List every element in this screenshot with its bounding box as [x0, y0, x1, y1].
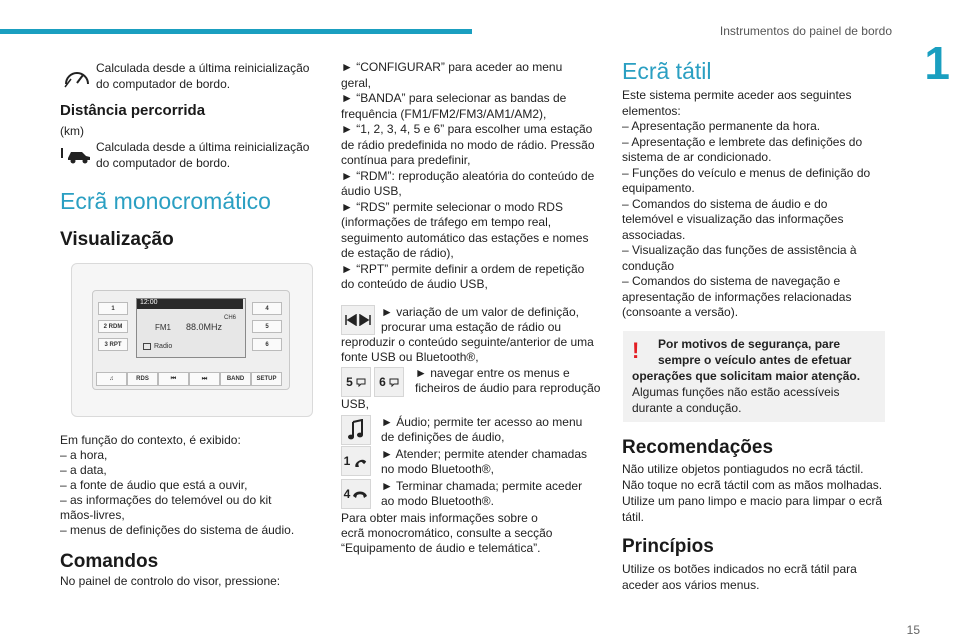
key-4-label: 4: [343, 487, 351, 501]
context-item-4: – as informações do telemóvel ou do kit: [60, 493, 272, 507]
touch-line: – Apresentação permanente da hora.: [622, 119, 821, 133]
seek-text-4: fonte USB ou Bluetooth®,: [341, 350, 479, 364]
seek-forward-button[interactable]: ⏭: [189, 372, 220, 386]
rec-line-2: Não toque no ecrã táctil com as mãos molhadas.: [622, 478, 883, 492]
key-5-icon: [341, 367, 371, 397]
warning-text-2: durante a condução.: [632, 401, 742, 415]
nav-text-2: ficheiros de áudio para reprodução: [415, 381, 601, 395]
touch-line: – Comandos do sistema de navegação e: [622, 274, 841, 288]
answer-text-2: no modo Bluetooth®,: [381, 462, 494, 476]
audio-button[interactable]: ♫: [96, 372, 127, 386]
key-6-label: 6: [379, 375, 386, 389]
cmd-line: de rádio predefinida no modo de rádio. Pressão: [341, 137, 595, 152]
recommendations-heading: Recomendações: [622, 437, 774, 458]
distance-icon-text: Calculada desde a última reinicialização do computador de bordo.: [96, 140, 310, 170]
touch-line: sistema de ar condicionado.: [622, 150, 772, 164]
header-accent-bar: [0, 29, 472, 34]
seek-text-3: reproduzir o conteúdo seguinte/anterior de uma: [341, 335, 594, 349]
context-item-1: – a hora,: [60, 448, 108, 462]
warning-icon: !: [632, 338, 640, 363]
trip-gauge-icon: [62, 62, 92, 92]
seek-back-button[interactable]: ⏮: [158, 372, 189, 386]
rds-button[interactable]: RDS: [127, 372, 158, 386]
cmd-line: seguimento automático das estações e nomes: [341, 230, 589, 245]
more-info-1: Para obter mais informações sobre o: [341, 511, 538, 525]
touch-line: Este sistema permite aceder aos seguintes: [622, 88, 852, 102]
touch-line: – Apresentação e lembrete das definições do: [622, 134, 863, 149]
distance-unit: (km): [60, 124, 84, 138]
preset-5-button[interactable]: 5: [252, 320, 282, 333]
cmd-line: contínua para predefinir,: [341, 153, 471, 167]
audio-text-1: ► Áudio; permite ter acesso ao menu: [381, 415, 583, 429]
key-1-label: 1: [343, 454, 351, 468]
nav-text-1: ► navegar entre os menus e: [415, 366, 570, 380]
answer-text-1: ► Atender; permite atender chamadas: [381, 447, 587, 461]
context-item-5: – menus de definições do sistema de áudio.: [60, 523, 295, 537]
context-item-3: – a fonte de áudio que está a ouvir,: [60, 478, 248, 492]
trip-icon-text: Calculada desde a última reinicialização do computador de bordo.: [96, 61, 310, 91]
cmd-line: áudio USB,: [341, 184, 402, 198]
preset-2-rdm-button[interactable]: 2 RDM: [98, 320, 128, 333]
touch-line: – Visualização das funções de assistência à: [622, 243, 857, 257]
display-source: Radio: [154, 343, 173, 350]
preset-1-button[interactable]: 1: [98, 302, 128, 315]
rec-line-3: Utilize um pano limpo e macio para limpar o ecrã: [622, 494, 883, 508]
display-band: FM1: [155, 323, 171, 332]
warning-bold-1: Por motivos de segurança, pare: [658, 337, 841, 351]
radio-icon: [143, 343, 151, 350]
key-5-label: 5: [346, 375, 353, 389]
rec-line-4: tátil.: [622, 510, 645, 524]
page-number: 15: [906, 623, 920, 637]
context-intro: Em função do contexto, é exibido:: [60, 433, 241, 447]
more-info-3: “Equipamento de áudio e telemática”.: [341, 541, 541, 555]
preset-6-button[interactable]: 6: [252, 338, 282, 351]
preset-3-rpt-button[interactable]: 3 RPT: [98, 338, 128, 351]
visual-heading: Visualização: [60, 229, 174, 250]
end-text-1: ► Terminar chamada; permite aceder: [381, 479, 583, 493]
touch-line: – Comandos do sistema de áudio e do: [622, 196, 828, 211]
distance-heading: Distância percorrida: [60, 102, 206, 119]
principles-line-2: aceder aos vários menus.: [622, 578, 760, 592]
touch-line: – Funções do veículo e menus de definição do: [622, 165, 871, 180]
more-info-2: ecrã monocromático, consulte a secção: [341, 526, 553, 540]
answer-call-icon: [341, 446, 371, 476]
music-note-icon: [341, 415, 371, 445]
key-6-icon: [374, 367, 404, 397]
cmd-line: ► “CONFIGURAR” para aceder ao menu: [341, 60, 563, 74]
touch-line: associadas.: [622, 227, 686, 242]
touch-line: (consoante a versão).: [622, 305, 739, 319]
audio-text-2: de definições de áudio,: [381, 430, 505, 444]
cmd-line: ► “1, 2, 3, 4, 5 e 6” para escolher uma estação: [341, 122, 593, 136]
nav-text-3: USB,: [341, 397, 370, 411]
seek-text-1: ► variação de um valor de definição,: [381, 305, 579, 319]
end-text-2: ao modo Bluetooth®.: [381, 494, 494, 508]
setup-button[interactable]: SETUP: [251, 372, 282, 386]
touch-line: condução: [622, 258, 675, 273]
seek-text-2: procurar uma estação de rádio ou: [381, 320, 562, 334]
display-frequency: 88.0MHz: [186, 322, 223, 332]
rec-line-1: Não utilize objetos pontiagudos no ecrã táctil.: [622, 462, 864, 476]
commands-heading: Comandos: [60, 551, 159, 572]
cmd-line: ► “RPT” permite definir a ordem de repetição: [341, 261, 585, 276]
warning-bold-2: sempre o veículo antes de efetuar: [658, 353, 852, 367]
cmd-line: do conteúdo de áudio USB,: [341, 277, 488, 291]
touch-line: telemóvel e visualização das informações: [622, 212, 844, 226]
cmd-line: ► “RDS” permite selecionar o modo RDS: [341, 199, 563, 214]
display-channel: CH6: [224, 315, 237, 321]
preset-4-button[interactable]: 4: [252, 302, 282, 315]
touch-title: Ecrã tátil: [622, 58, 712, 84]
commands-text: No painel de controlo do visor, pressione:: [60, 574, 281, 588]
context-item-2: – a data,: [60, 463, 107, 477]
display-time: 12:00: [140, 299, 158, 306]
touch-line: apresentação de informações relacionadas: [622, 289, 852, 304]
cmd-line: (informações de tráfego em tempo real,: [341, 215, 552, 229]
warning-bold-3: operações que solicitam maior atenção.: [632, 369, 861, 383]
principles-heading: Princípios: [622, 536, 714, 557]
cmd-line: ► “RDM”: reprodução aleatória do conteúdo de: [341, 168, 595, 183]
cmd-line: ► “BANDA” para selecionar as bandas de: [341, 91, 567, 105]
band-button[interactable]: BAND: [220, 372, 251, 386]
cmd-line: frequência (FM1/FM2/FM3/AM1/AM2),: [341, 106, 547, 121]
principles-line-1: Utilize os botões indicados no ecrã tátil para: [622, 562, 857, 576]
touch-line: elementos:: [622, 103, 681, 118]
chapter-number: 1: [924, 37, 950, 89]
touch-list: [622, 88, 890, 321]
car-distance-icon: [60, 140, 92, 170]
cmd-line: de estação de rádio),: [341, 246, 454, 260]
command-list: [341, 60, 607, 293]
section-title: Instrumentos do painel de bordo: [719, 24, 892, 38]
context-item-4b: mãos-livres,: [60, 508, 125, 522]
cmd-line: geral,: [341, 75, 372, 90]
end-call-icon: [341, 479, 371, 509]
warning-text-1: Algumas funções não estão acessíveis: [632, 385, 840, 399]
touch-line: equipamento.: [622, 181, 695, 195]
seek-keys-icon: [341, 305, 375, 335]
mono-title: Ecrã monocromático: [60, 188, 271, 214]
